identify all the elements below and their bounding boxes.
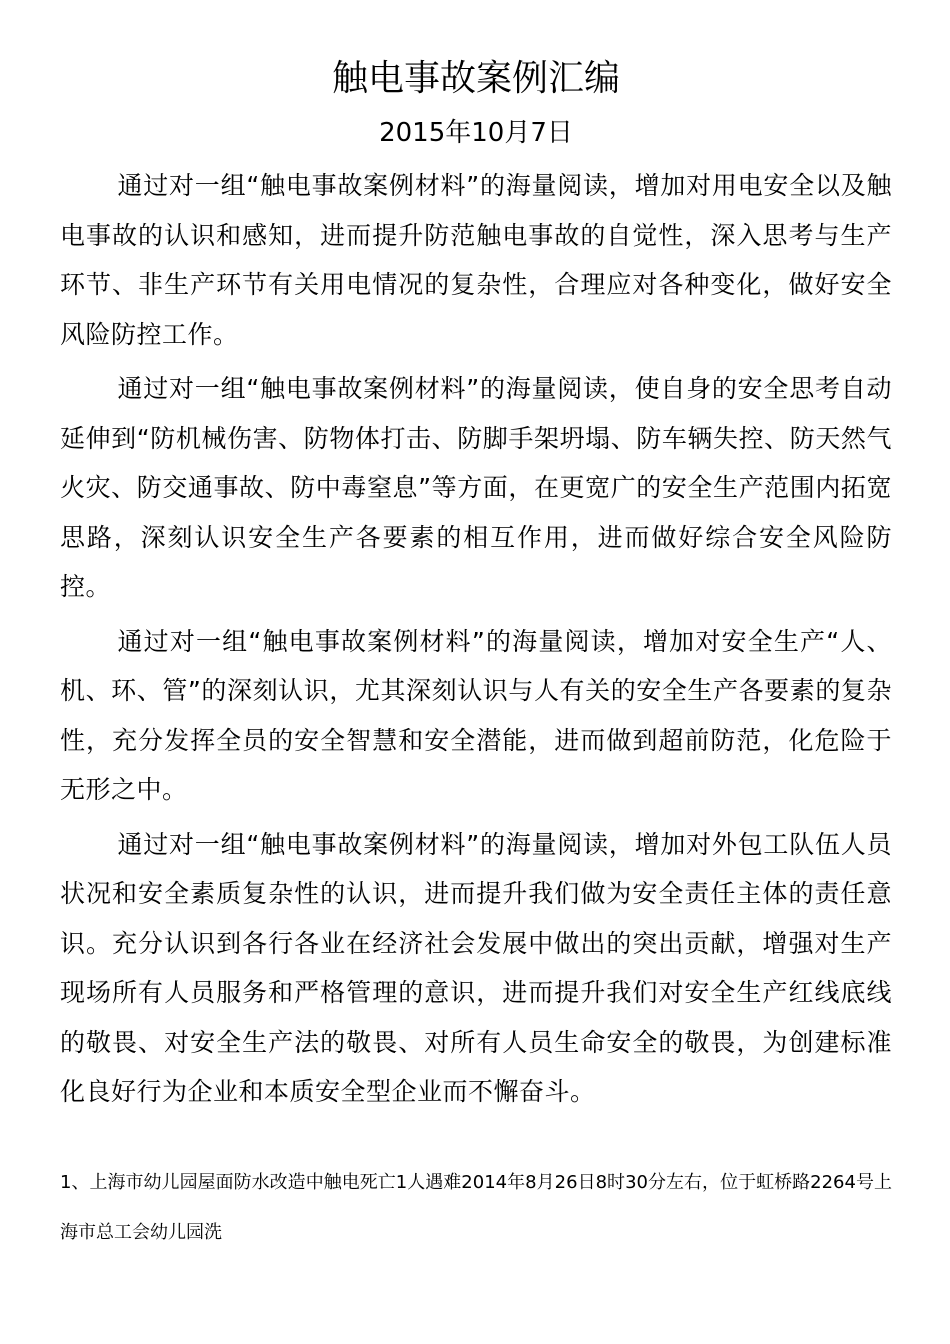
document-title: 触电事故案例汇编 [331,58,620,99]
paragraph-1: 通过对一组“触电事故案例材料”的海量阅读，增加对用电安全以及触电事故的认识和感知，进而提升防范触电事故的自觉性，深入思考与生产环节、非生产环节有关用电情况的复杂性，合理应对各种变化，做好安全风险防控工作。 [60,171,892,349]
paragraph-3: 通过对一组“触电事故案例材料”的海量阅读，增加对安全生产“人、机、环、管”的深刻认识，尤其深刻认识与人有关的安全生产各要素的复杂性，充分发挥全员的安全智慧和安全潜能，进而做到超前防范，化危险于无形之中。 [60,626,892,804]
paragraph-2: 通过对一组“触电事故案例材料”的海量阅读，使自身的安全思考自动延伸到“防机械伤害、防物体打击、防脚手架坍塌、防车辆失控、防天然气火灾、防交通事故、防中毒窒息”等方面，在更宽广的安全生产范围内拓宽思路，深刻认识安全生产各要素的相互作用，进而做好综合安全风险防控。 [60,374,892,601]
case-item-1: 1、上海市幼儿园屋面防水改造中触电死亡1人遇难2014年8月26日8时30分左右，位于虹桥路2264号上海市总工会幼儿园洗 [60,1172,892,1243]
document-body [60,161,892,1122]
paragraph-4: 通过对一组“触电事故案例材料”的海量阅读，增加对外包工队伍人员状况和安全素质复杂性的认识，进而提升我们做为安全责任主体的责任意识。充分认识到各行各业在经济社会发展中做出的突出贡献，增强对生产现场所有人员服务和严格管理的意识，进而提升我们对安全生产红线底线的敬畏、对安全生产法的敬畏、对所有人员生命安全的敬畏，为创建标准化良好行为企业和本质安全型企业而不懈奋斗。 [60,829,892,1106]
document-date: 2015年10月7日 [379,118,573,148]
